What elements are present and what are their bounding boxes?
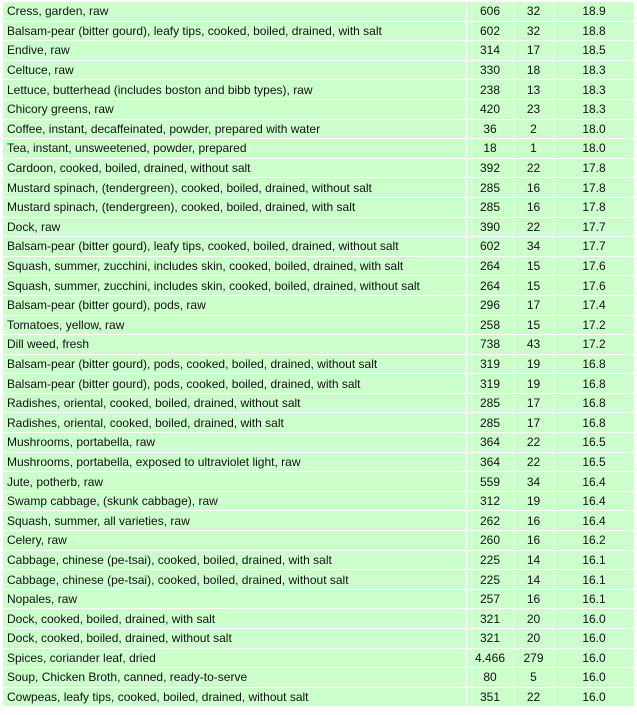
value-b-cell: 15 (514, 276, 554, 296)
value-c-cell: 16.1 (554, 551, 635, 571)
value-b-cell: 2 (514, 120, 554, 140)
value-a-cell: 260 (467, 531, 514, 551)
value-a-cell: 330 (467, 61, 514, 81)
value-c-cell: 17.7 (554, 237, 635, 257)
nutrition-table (3, 2, 635, 707)
value-a-cell: 321 (467, 629, 514, 649)
value-b-cell: 17 (514, 41, 554, 61)
value-a-cell: 559 (467, 472, 514, 492)
food-name-cell: Squash, summer, zucchini, includes skin, cooked, boiled, drained, without salt (3, 276, 467, 296)
value-b-cell: 17 (514, 394, 554, 414)
value-c-cell: 16.5 (554, 433, 635, 453)
food-name-cell: Cowpeas, leafy tips, cooked, boiled, drained, without salt (3, 688, 467, 708)
value-a-cell: 238 (467, 80, 514, 100)
table-body (3, 2, 635, 707)
value-c-cell: 17.6 (554, 257, 635, 277)
value-c-cell: 16.4 (554, 511, 635, 531)
food-name-cell: Chicory greens, raw (3, 100, 467, 120)
table-row (3, 22, 635, 42)
table-row (3, 100, 635, 120)
food-name-cell: Dock, cooked, boiled, drained, without salt (3, 629, 467, 649)
food-name-cell: Cress, garden, raw (3, 2, 467, 22)
value-b-cell: 19 (514, 492, 554, 512)
table-row (3, 335, 635, 355)
value-b-cell: 14 (514, 551, 554, 571)
value-c-cell: 17.8 (554, 178, 635, 198)
table-row (3, 178, 635, 198)
value-a-cell: 738 (467, 335, 514, 355)
value-a-cell: 312 (467, 492, 514, 512)
value-a-cell: 18 (467, 139, 514, 159)
table-row (3, 80, 635, 100)
food-name-cell: Radishes, oriental, cooked, boiled, drained, with salt (3, 413, 467, 433)
food-name-cell: Mushrooms, portabella, raw (3, 433, 467, 453)
value-c-cell: 16.4 (554, 472, 635, 492)
value-a-cell: 258 (467, 316, 514, 336)
value-a-cell: 285 (467, 413, 514, 433)
value-a-cell: 264 (467, 276, 514, 296)
value-a-cell: 319 (467, 355, 514, 375)
table-row (3, 511, 635, 531)
food-name-cell: Soup, Chicken Broth, canned, ready-to-serve (3, 668, 467, 688)
table-row (3, 688, 635, 708)
value-a-cell: 285 (467, 178, 514, 198)
food-name-cell: Cardoon, cooked, boiled, drained, without salt (3, 159, 467, 179)
food-name-cell: Balsam-pear (bitter gourd), pods, raw (3, 296, 467, 316)
table-row (3, 649, 635, 669)
table-row (3, 668, 635, 688)
food-name-cell: Spices, coriander leaf, dried (3, 649, 467, 669)
table-row (3, 629, 635, 649)
table-row (3, 355, 635, 375)
value-b-cell: 16 (514, 198, 554, 218)
value-a-cell: 314 (467, 41, 514, 61)
food-name-cell: Swamp cabbage, (skunk cabbage), raw (3, 492, 467, 512)
value-a-cell: 319 (467, 374, 514, 394)
value-c-cell: 18.5 (554, 41, 635, 61)
value-c-cell: 16.0 (554, 649, 635, 669)
value-c-cell: 18.0 (554, 139, 635, 159)
nutrition-table-container (3, 2, 635, 707)
value-a-cell: 602 (467, 22, 514, 42)
table-row (3, 570, 635, 590)
table-row (3, 433, 635, 453)
value-c-cell: 18.3 (554, 80, 635, 100)
value-a-cell: 285 (467, 198, 514, 218)
value-c-cell: 18.3 (554, 61, 635, 81)
table-row (3, 41, 635, 61)
food-name-cell: Nopales, raw (3, 590, 467, 610)
food-name-cell: Balsam-pear (bitter gourd), pods, cooked, boiled, drained, without salt (3, 355, 467, 375)
value-a-cell: 4.466 (467, 649, 514, 669)
table-row (3, 551, 635, 571)
value-a-cell: 351 (467, 688, 514, 708)
table-row (3, 590, 635, 610)
value-b-cell: 18 (514, 61, 554, 81)
value-b-cell: 23 (514, 100, 554, 120)
value-b-cell: 17 (514, 296, 554, 316)
food-name-cell: Dock, raw (3, 218, 467, 238)
table-row (3, 120, 635, 140)
value-c-cell: 16.0 (554, 629, 635, 649)
value-c-cell: 16.4 (554, 492, 635, 512)
value-b-cell: 32 (514, 22, 554, 42)
value-c-cell: 16.1 (554, 590, 635, 610)
value-c-cell: 18.3 (554, 100, 635, 120)
value-b-cell: 16 (514, 590, 554, 610)
value-c-cell: 16.8 (554, 355, 635, 375)
food-name-cell: Balsam-pear (bitter gourd), leafy tips, cooked, boiled, drained, without salt (3, 237, 467, 257)
table-row (3, 531, 635, 551)
food-name-cell: Celery, raw (3, 531, 467, 551)
table-row (3, 394, 635, 414)
value-b-cell: 22 (514, 218, 554, 238)
value-b-cell: 1 (514, 139, 554, 159)
value-c-cell: 17.2 (554, 316, 635, 336)
food-name-cell: Dock, cooked, boiled, drained, with salt (3, 609, 467, 629)
value-a-cell: 225 (467, 570, 514, 590)
value-b-cell: 20 (514, 609, 554, 629)
food-name-cell: Lettuce, butterhead (includes boston and bibb types), raw (3, 80, 467, 100)
value-c-cell: 18.0 (554, 120, 635, 140)
food-name-cell: Celtuce, raw (3, 61, 467, 81)
table-row (3, 139, 635, 159)
value-b-cell: 16 (514, 531, 554, 551)
food-name-cell: Coffee, instant, decaffeinated, powder, prepared with water (3, 120, 467, 140)
value-b-cell: 22 (514, 433, 554, 453)
table-row (3, 453, 635, 473)
value-b-cell: 20 (514, 629, 554, 649)
value-a-cell: 392 (467, 159, 514, 179)
value-a-cell: 364 (467, 453, 514, 473)
value-b-cell: 14 (514, 570, 554, 590)
table-row (3, 296, 635, 316)
table-row (3, 61, 635, 81)
food-name-cell: Squash, summer, all varieties, raw (3, 511, 467, 531)
food-name-cell: Jute, potherb, raw (3, 472, 467, 492)
table-row (3, 492, 635, 512)
table-row (3, 316, 635, 336)
value-c-cell: 16.8 (554, 374, 635, 394)
value-a-cell: 606 (467, 2, 514, 22)
table-row (3, 218, 635, 238)
table-row (3, 276, 635, 296)
value-a-cell: 296 (467, 296, 514, 316)
value-b-cell: 17 (514, 413, 554, 433)
value-c-cell: 18.8 (554, 22, 635, 42)
table-row (3, 237, 635, 257)
value-a-cell: 285 (467, 394, 514, 414)
value-c-cell: 17.8 (554, 198, 635, 218)
value-b-cell: 19 (514, 355, 554, 375)
value-b-cell: 34 (514, 472, 554, 492)
food-name-cell: Balsam-pear (bitter gourd), pods, cooked, boiled, drained, with salt (3, 374, 467, 394)
value-a-cell: 420 (467, 100, 514, 120)
food-name-cell: Cabbage, chinese (pe-tsai), cooked, boiled, drained, without salt (3, 570, 467, 590)
value-b-cell: 15 (514, 316, 554, 336)
value-b-cell: 32 (514, 2, 554, 22)
table-row (3, 198, 635, 218)
table-row (3, 2, 635, 22)
value-b-cell: 279 (514, 649, 554, 669)
table-row (3, 159, 635, 179)
value-c-cell: 17.8 (554, 159, 635, 179)
value-a-cell: 262 (467, 511, 514, 531)
value-c-cell: 16.0 (554, 609, 635, 629)
value-c-cell: 16.1 (554, 570, 635, 590)
food-name-cell: Endive, raw (3, 41, 467, 61)
value-b-cell: 22 (514, 159, 554, 179)
value-a-cell: 390 (467, 218, 514, 238)
value-a-cell: 36 (467, 120, 514, 140)
food-name-cell: Radishes, oriental, cooked, boiled, drained, without salt (3, 394, 467, 414)
table-row (3, 374, 635, 394)
value-c-cell: 17.6 (554, 276, 635, 296)
value-c-cell: 16.2 (554, 531, 635, 551)
value-b-cell: 15 (514, 257, 554, 277)
food-name-cell: Mustard spinach, (tendergreen), cooked, boiled, drained, without salt (3, 178, 467, 198)
value-b-cell: 19 (514, 374, 554, 394)
food-name-cell: Squash, summer, zucchini, includes skin, cooked, boiled, drained, with salt (3, 257, 467, 277)
food-name-cell: Cabbage, chinese (pe-tsai), cooked, boiled, drained, with salt (3, 551, 467, 571)
value-b-cell: 43 (514, 335, 554, 355)
value-c-cell: 17.4 (554, 296, 635, 316)
value-b-cell: 16 (514, 178, 554, 198)
value-c-cell: 16.0 (554, 688, 635, 708)
value-b-cell: 5 (514, 668, 554, 688)
food-name-cell: Tea, instant, unsweetened, powder, prepared (3, 139, 467, 159)
value-a-cell: 602 (467, 237, 514, 257)
value-b-cell: 34 (514, 237, 554, 257)
table-row (3, 472, 635, 492)
value-c-cell: 17.2 (554, 335, 635, 355)
value-c-cell: 18.9 (554, 2, 635, 22)
value-a-cell: 225 (467, 551, 514, 571)
value-a-cell: 321 (467, 609, 514, 629)
value-c-cell: 16.8 (554, 413, 635, 433)
food-name-cell: Balsam-pear (bitter gourd), leafy tips, cooked, boiled, drained, with salt (3, 22, 467, 42)
value-c-cell: 16.5 (554, 453, 635, 473)
food-name-cell: Dill weed, fresh (3, 335, 467, 355)
value-b-cell: 13 (514, 80, 554, 100)
food-name-cell: Mustard spinach, (tendergreen), cooked, boiled, drained, with salt (3, 198, 467, 218)
value-b-cell: 22 (514, 688, 554, 708)
value-c-cell: 17.7 (554, 218, 635, 238)
food-name-cell: Mushrooms, portabella, exposed to ultraviolet light, raw (3, 453, 467, 473)
value-c-cell: 16.0 (554, 668, 635, 688)
value-b-cell: 22 (514, 453, 554, 473)
food-name-cell: Tomatoes, yellow, raw (3, 316, 467, 336)
table-row (3, 413, 635, 433)
value-a-cell: 257 (467, 590, 514, 610)
value-a-cell: 80 (467, 668, 514, 688)
table-row (3, 609, 635, 629)
value-a-cell: 364 (467, 433, 514, 453)
value-b-cell: 16 (514, 511, 554, 531)
value-a-cell: 264 (467, 257, 514, 277)
table-row (3, 257, 635, 277)
value-c-cell: 16.8 (554, 394, 635, 414)
